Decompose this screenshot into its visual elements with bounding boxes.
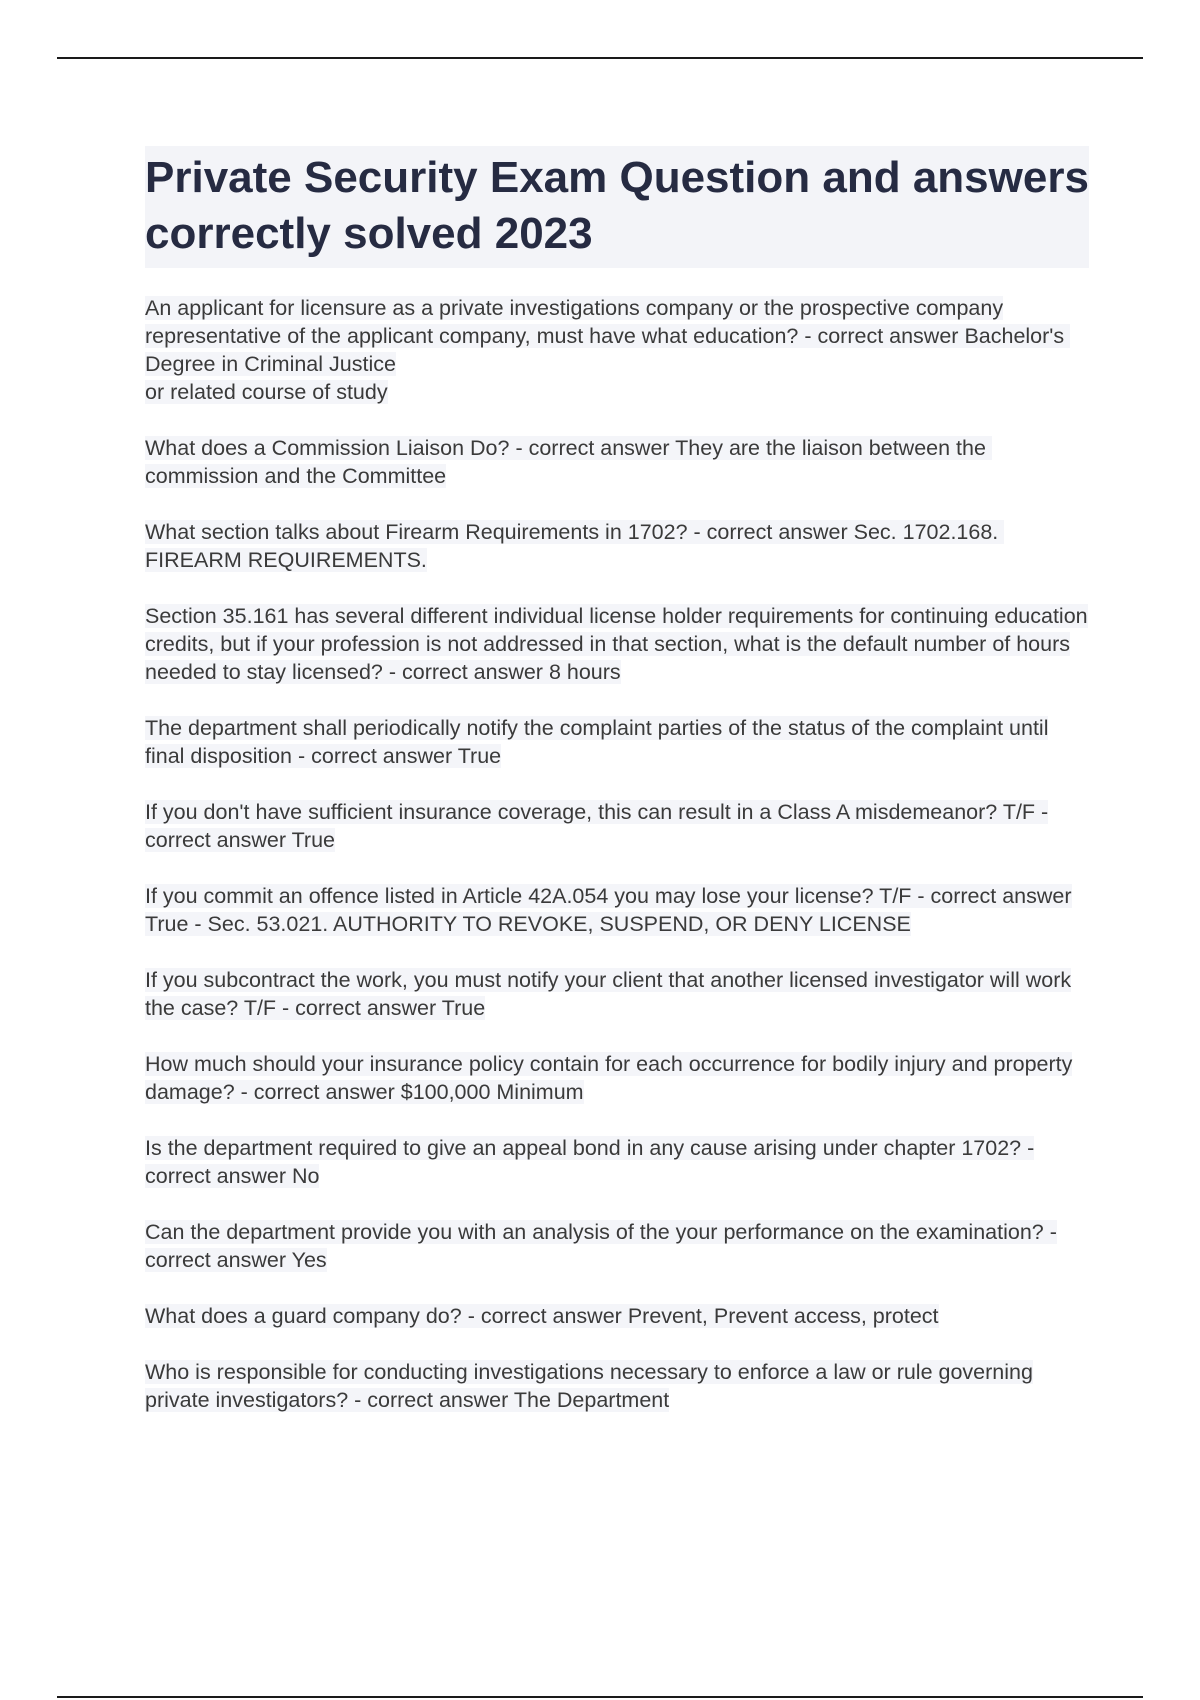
qa-item: [145, 798, 1089, 854]
qa-item: [145, 294, 1089, 406]
qa-list: [145, 294, 1089, 1414]
answer-text: $100,000 Minimum: [400, 1080, 584, 1104]
answer-separator: - correct answer: [292, 744, 458, 768]
answer-separator: - correct answer: [145, 1136, 1035, 1188]
question-text: The department shall periodically notify the complaint parties of the status of the complaint until final disposition: [145, 716, 1049, 768]
qa-item: [145, 1050, 1089, 1106]
question-text: Who is responsible for conducting investigations necessary to enforce a law or rule governing private investigators?: [145, 1360, 1033, 1412]
answer-text: No: [291, 1164, 320, 1188]
answer-separator: - correct answer: [798, 324, 965, 348]
answer-text: True: [291, 828, 335, 852]
qa-item: [145, 1302, 1089, 1330]
answer-separator: - correct answer: [911, 884, 1072, 908]
question-text: If you subcontract the work, you must notify your client that another licensed investigator will work the case? T/F: [145, 968, 1072, 1020]
document-body: [145, 146, 1089, 1442]
qa-item: [145, 882, 1089, 938]
question-text: Is the department required to give an appeal bond in any cause arising under chapter 1702?: [145, 1136, 1022, 1160]
answer-text: 8 hours: [548, 660, 621, 684]
bottom-rule: [57, 1696, 1143, 1698]
answer-separator: - correct answer: [276, 996, 442, 1020]
qa-item: [145, 966, 1089, 1022]
document-title: Private Security Exam Question and answers correctly solved 2023: [145, 146, 1089, 268]
qa-item: [145, 1358, 1089, 1414]
question-text: How much should your insurance policy contain for each occurrence for bodily injury and property damage?: [145, 1052, 1073, 1104]
answer-text: Yes: [291, 1248, 327, 1272]
answer-separator: - correct answer: [145, 800, 1049, 852]
answer-text: Prevent, Prevent access, protect: [627, 1304, 939, 1328]
qa-item: [145, 1218, 1089, 1274]
question-text: Can the department provide you with an analysis of the your performance on the examination?: [145, 1220, 1044, 1244]
answer-text: True: [441, 996, 486, 1020]
top-rule: [57, 57, 1143, 59]
answer-separator: - correct answer: [348, 1388, 514, 1412]
question-text: An applicant for licensure as a private investigations company or the prospective company representative of the applicant company, must have what education?: [145, 296, 1004, 348]
question-text: What does a guard company do?: [145, 1304, 462, 1328]
question-text: If you don't have sufficient insurance coverage, this can result in a Class A misdemeanor? T/F: [145, 800, 1036, 824]
answer-text: Sec. 1702.168. FIREARM REQUIREMENTS.: [145, 520, 1005, 572]
question-text: What section talks about Firearm Requirements in 1702?: [145, 520, 688, 544]
question-text: Section 35.161 has several different individual license holder requirements for continuing education credits, but if your profession is not addressed in that section, what is the default number of hours needed to stay licensed?: [145, 604, 1088, 684]
answer-text: Bachelor's Degree in Criminal Justice or related course of study: [145, 324, 1070, 404]
answer-text: True: [457, 744, 502, 768]
qa-item: [145, 602, 1089, 686]
question-text: What does a Commission Liaison Do?: [145, 436, 510, 460]
answer-separator: - correct answer: [382, 660, 549, 684]
answer-text: They are the liaison between the commission and the Committee: [145, 436, 992, 488]
qa-item: [145, 1134, 1089, 1190]
answer-text: True - Sec. 53.021. AUTHORITY TO REVOKE, SUSPEND, OR DENY LICENSE: [145, 912, 911, 936]
answer-separator: - correct answer: [687, 520, 854, 544]
qa-item: [145, 714, 1089, 770]
answer-text: The Department: [513, 1388, 670, 1412]
question-text: If you commit an offence listed in Article 42A.054 you may lose your license? T/F: [145, 884, 912, 908]
qa-item: [145, 434, 1089, 490]
answer-separator: - correct answer: [509, 436, 676, 460]
answer-separator: - correct answer: [145, 1220, 1057, 1272]
qa-item: [145, 518, 1089, 574]
answer-separator: - correct answer: [234, 1080, 401, 1104]
answer-separator: - correct answer: [461, 1304, 628, 1328]
